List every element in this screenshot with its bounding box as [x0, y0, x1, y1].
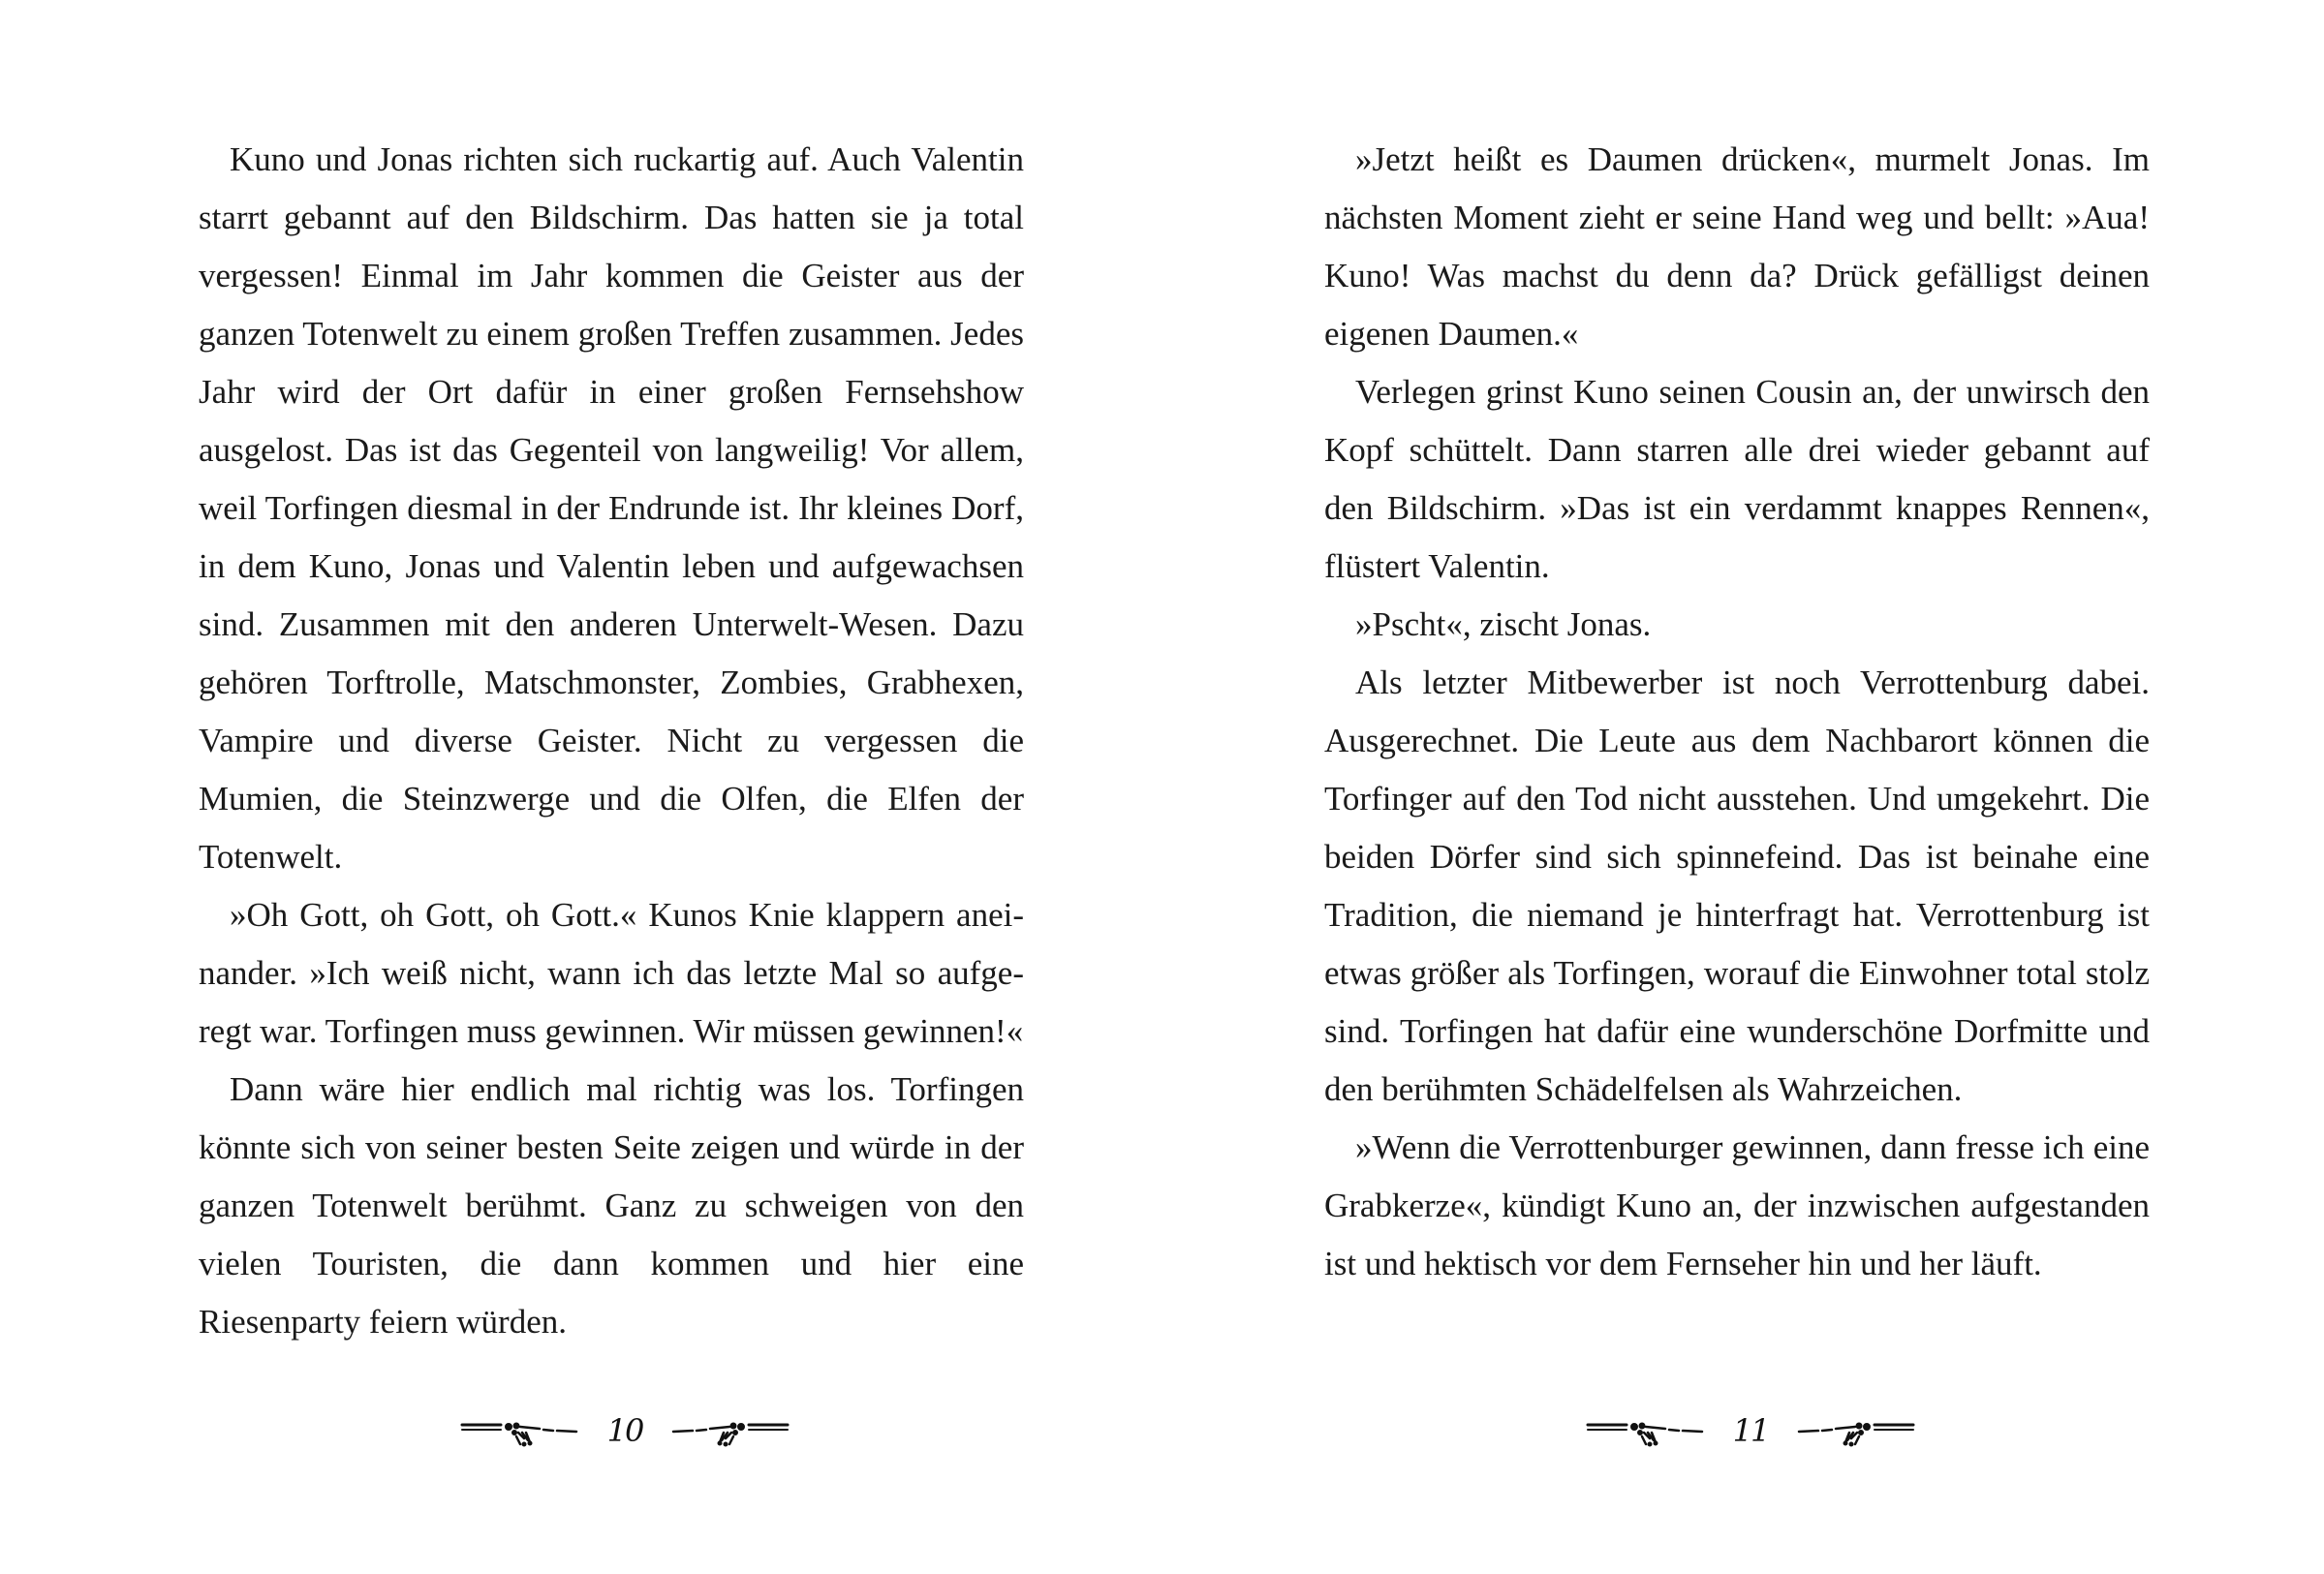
paragraph: Als letzter Mitbewerber ist noch Verrottenburg dabei. Ausgerechnet. Die Leute aus dem Nachbarort können die Torfinger auf den Tod nicht ausstehen. Und umgekehrt. Die beiden Dörfer sind sich spinnefeind. Das ist beinahe eine Tradition, die niemand je hinterfragt hat. Verrottenburg ist etwas größer als Torfingen, worauf die Einwohner total stolz sind. Torfingen hat dafür eine wunderschöne Dorfmitte und den berühmten Schädelfelsen als Wahrzeichen. [1324, 664, 2150, 1108]
bone-hand-right-icon [667, 1411, 791, 1450]
left-page-text [199, 131, 1024, 1351]
right-page-text [1324, 131, 2150, 1293]
bone-hand-left-icon [458, 1411, 582, 1450]
paragraph: Dann wäre hier endlich mal richtig was los. Torfingen könnte sich von seiner besten Seite zeigen und würde in der ganzen Totenwelt berühmt. Ganz zu schweigen von den vielen Touristen, die dann kommen und hier eine Riesenparty feiern würden. [199, 1070, 1024, 1341]
paragraph: »Oh Gott, oh Gott, oh Gott.« Kunos Knie klappern aneinander. »Ich weiß nicht, wann ich das letzte Mal so aufgeregt war. Torfingen muss gewinnen. Wir müssen gewinnen!« [199, 896, 1024, 1050]
paragraph: »Jetzt heißt es Daumen drücken«, murmelt Jonas. Im nächsten Moment zieht er seine Hand weg und bellt: »Aua! Kuno! Was machst du denn da? Drück gefälligst deinen eigenen Daumen.« [1324, 140, 2150, 353]
page-number: 10 [606, 1412, 643, 1449]
bone-hand-left-icon [1584, 1411, 1708, 1450]
paragraph: Verlegen grinst Kuno seinen Cousin an, der unwirsch den Kopf schüttelt. Dann starren alle drei wieder gebannt auf den Bildschirm. »Das ist ein verdammt knappes Rennen«, flüstert Valentin. [1324, 373, 2150, 585]
page-number: 11 [1732, 1412, 1769, 1449]
paragraph: »Wenn die Verrottenburger gewinnen, dann fresse ich eine Grabkerze«, kündigt Kuno an, der inzwischen aufgestanden ist und hektisch vor dem Fernseher hin und her läuft. [1324, 1128, 2150, 1282]
right-page [1162, 0, 2324, 1574]
page-footer [455, 1406, 794, 1455]
bone-hand-right-icon [1793, 1411, 1917, 1450]
paragraph: Kuno und Jonas richten sich ruckartig auf. Auch Valentin starrt gebannt auf den Bildschirm. Das hatten sie ja total vergessen! Einmal im Jahr kommen die Geister aus der ganzen Totenwelt zu einem großen Treffen zusammen. Jedes Jahr wird der Ort dafür in einer großen Fernsehshow ausgelost. Das ist das Gegenteil von langweilig! Vor allem, weil Torfingen diesmal in der Endrunde ist. Ihr kleines Dorf, in dem Kuno, Jonas und Valentin leben und aufgewachsen sind. Zusammen mit den anderen Unterwelt-Wesen. Dazu gehören Torftrolle, Matschmonster, Zombies, Grabhexen, Vampire und diverse Geister. Nicht zu vergessen die Mumien, die Steinzwerge und die Olfen, die Elfen der Totenwelt. [199, 140, 1024, 876]
page-footer [1581, 1406, 1920, 1455]
paragraph: »Pscht«, zischt Jonas. [1355, 605, 1652, 643]
